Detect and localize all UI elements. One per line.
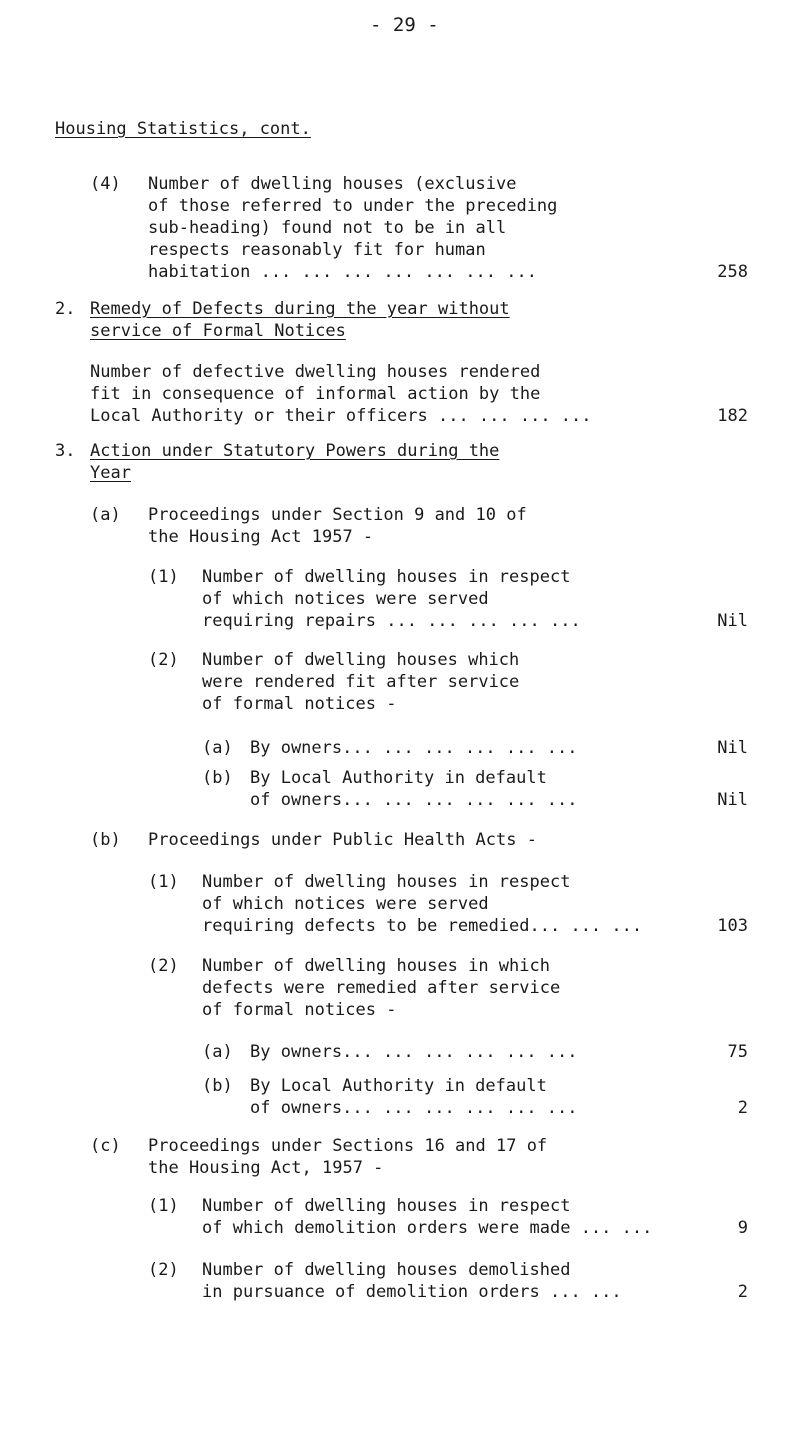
- section3b-2-line-1: Number of dwelling houses in which: [202, 956, 550, 976]
- section3a-line-2: the Housing Act 1957 -: [148, 527, 374, 547]
- section3a-2a-value: Nil: [717, 738, 748, 758]
- section3c-2-line-1: Number of dwelling houses demolished: [202, 1260, 571, 1280]
- section3c-1-line-1: Number of dwelling houses in respect: [202, 1196, 571, 1216]
- section3a-2b-line-1: By Local Authority in default: [250, 768, 547, 788]
- section3a-1-line-3: requiring repairs ... ... ... ... ...: [202, 611, 581, 631]
- section3a-1-line-2: of which notices were served: [202, 589, 489, 609]
- section3b-2a-value: 75: [727, 1042, 748, 1062]
- section3c-2-number: (2): [148, 1260, 179, 1280]
- item4-value: 258: [717, 262, 748, 282]
- section3b-text: Proceedings under Public Health Acts -: [148, 830, 537, 850]
- section3c-1-line-2: of which demolition orders were made ... ...: [202, 1218, 653, 1238]
- section3a-2a-label: (a): [202, 738, 233, 758]
- section2-title-2: service of Formal Notices: [90, 321, 346, 341]
- section3-number: 3.: [55, 441, 76, 461]
- page-number: - 29 -: [370, 14, 439, 36]
- section3b-2a-text: By owners... ... ... ... ... ...: [250, 1042, 578, 1062]
- section3b-2b-line-2: of owners... ... ... ... ... ...: [250, 1098, 578, 1118]
- section3c-line-2: the Housing Act, 1957 -: [148, 1158, 384, 1178]
- item4-line-2: of those referred to under the preceding: [148, 196, 558, 216]
- section3-title-1: Action under Statutory Powers during the: [90, 441, 500, 461]
- section3b-1-line-2: of which notices were served: [202, 894, 489, 914]
- section3b-2a-label: (a): [202, 1042, 233, 1062]
- section3a-2-number: (2): [148, 650, 179, 670]
- section3-title-2: Year: [90, 463, 131, 483]
- section3b-2b-value: 2: [737, 1098, 748, 1118]
- section3b-label: (b): [90, 830, 121, 850]
- section3b-2-number: (2): [148, 956, 179, 976]
- section3b-2-line-3: of formal notices -: [202, 1000, 397, 1020]
- page-heading: Housing Statistics, cont.: [55, 119, 311, 139]
- section3c-1-number: (1): [148, 1196, 179, 1216]
- section3c-label: (c): [90, 1136, 121, 1156]
- section3a-label: (a): [90, 505, 121, 525]
- section3c-2-line-2: in pursuance of demolition orders ... ...: [202, 1282, 622, 1302]
- item4-line-5: habitation ... ... ... ... ... ... ...: [148, 262, 537, 282]
- section3c-1-value: 9: [737, 1218, 748, 1238]
- section2-line-3: Local Authority or their officers ... ... ... ...: [90, 406, 592, 426]
- section2-number: 2.: [55, 299, 76, 319]
- section3c-2-value: 2: [737, 1282, 748, 1302]
- section3b-1-value: 103: [717, 916, 748, 936]
- section3b-2b-label: (b): [202, 1076, 233, 1096]
- section3a-2b-label: (b): [202, 768, 233, 788]
- section3b-1-line-1: Number of dwelling houses in respect: [202, 872, 571, 892]
- item4-line-4: respects reasonably fit for human: [148, 240, 486, 260]
- section3a-2a-text: By owners... ... ... ... ... ...: [250, 738, 578, 758]
- section3a-2b-value: Nil: [717, 790, 748, 810]
- section3a-2-line-3: of formal notices -: [202, 694, 397, 714]
- section3b-2b-line-1: By Local Authority in default: [250, 1076, 547, 1096]
- section3a-2b-line-2: of owners... ... ... ... ... ...: [250, 790, 578, 810]
- item4-number: (4): [90, 174, 121, 194]
- section3a-1-number: (1): [148, 567, 179, 587]
- section3a-1-line-1: Number of dwelling houses in respect: [202, 567, 571, 587]
- item4-line-3: sub-heading) found not to be in all: [148, 218, 507, 238]
- section3b-1-line-3: requiring defects to be remedied... ... ...: [202, 916, 643, 936]
- section2-title-1: Remedy of Defects during the year without: [90, 299, 510, 319]
- section3a-2-line-1: Number of dwelling houses which: [202, 650, 520, 670]
- item4-line-1: Number of dwelling houses (exclusive: [148, 174, 517, 194]
- section3a-1-value: Nil: [717, 611, 748, 631]
- section2-line-2: fit in consequence of informal action by the: [90, 384, 541, 404]
- section3c-line-1: Proceedings under Sections 16 and 17 of: [148, 1136, 548, 1156]
- section3b-1-number: (1): [148, 872, 179, 892]
- section3b-2-line-2: defects were remedied after service: [202, 978, 561, 998]
- section3a-line-1: Proceedings under Section 9 and 10 of: [148, 505, 527, 525]
- section2-value: 182: [717, 406, 748, 426]
- section2-line-1: Number of defective dwelling houses rendered: [90, 362, 541, 382]
- section3a-2-line-2: were rendered fit after service: [202, 672, 520, 692]
